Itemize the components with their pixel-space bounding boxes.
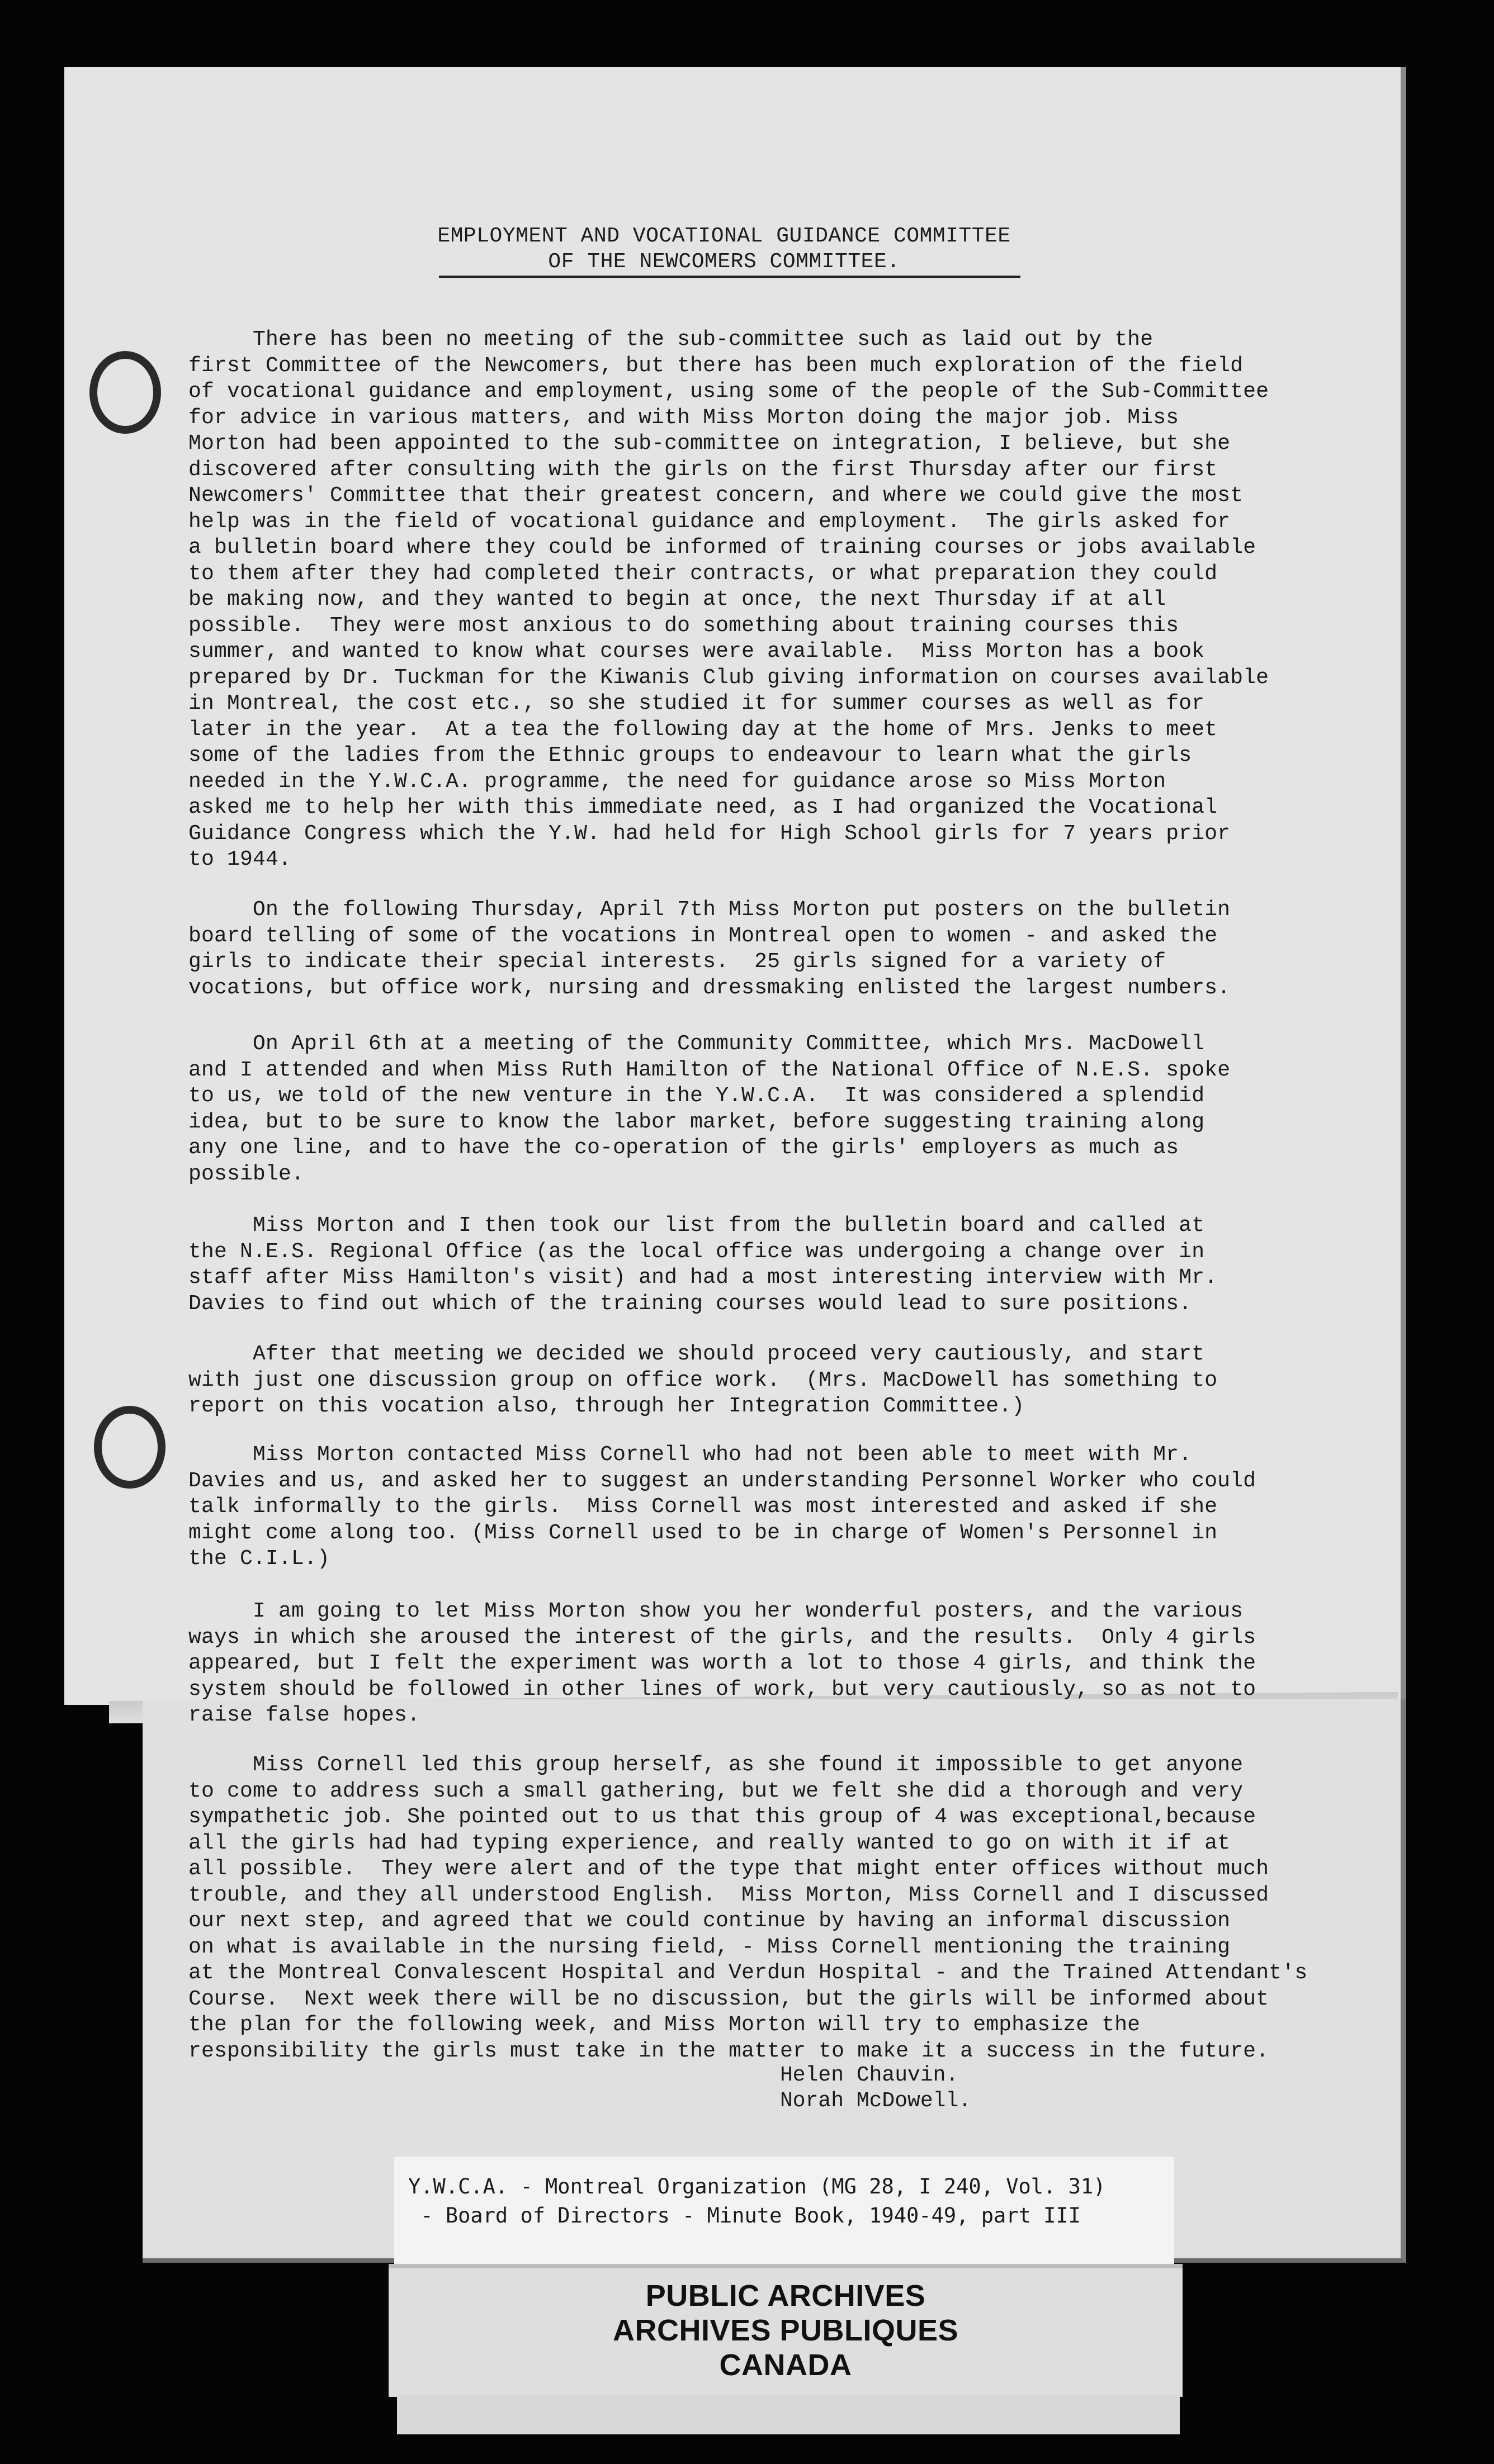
text-line: Davies and us, and asked her to suggest an understanding Personnel Worker who could [188,1468,1256,1493]
text-line: might come along too. (Miss Cornell used to be in charge of Women's Personnel in [188,1520,1218,1545]
text-line: to come to address such a small gathering, but we felt she did a thorough and very [188,1779,1244,1803]
text-line: board telling of some of the vocations in Montreal open to women - and asked the [188,923,1218,948]
text-line: to them after they had completed their contracts, or what preparation they could [188,561,1218,586]
paragraph-5 [188,1342,1217,1420]
text-line: raise false hopes. [188,1703,420,1727]
text-line: ways in which she aroused the interest of the girls, and the results. Only 4 girls [188,1625,1256,1650]
signature-1: Helen Chauvin. [780,2063,959,2087]
text-line: There has been no meeting of the sub-committee such as laid out by the [188,328,1153,352]
text-line: all the girls had had typing experience, and really wanted to go on with it if at [188,1831,1231,1855]
text-line: the N.E.S. Regional Office (as the local office was undergoing a change over in [188,1239,1205,1264]
text-line: On April 6th at a meeting of the Community Committee, which Mrs. MacDowell [188,1032,1205,1056]
title-line-2: OF THE NEWCOMERS COMMITTEE. [548,250,900,274]
text-line: at the Montreal Convalescent Hospital and Verdun Hospital - and the Trained Attendant's [188,1961,1308,1985]
text-line: prepared by Dr. Tuckman for the Kiwanis Club giving information on courses available [188,665,1269,690]
punch-hole-top [89,351,161,434]
signature-2: Norah McDowell. [780,2089,972,2113]
citation-line-2: - Board of Directors - Minute Book, 1940-49, part III [408,2204,1081,2228]
text-line: discovered after consulting with the girls on the first Thursday after our first [188,457,1218,482]
text-line: staff after Miss Hamilton's visit) and had a most interesting interview with Mr. [188,1266,1218,1290]
archive-citation-label [394,2157,1174,2268]
text-line: system should be followed in other lines of work, but very cautiously, so as not to [188,1677,1256,1702]
text-line: first Committee of the Newcomers, but there has been much exploration of the field [188,353,1244,378]
bottom-strip [397,2395,1180,2434]
text-line: the C.I.L.) [188,1547,330,1571]
text-line: with just one discussion group on office work. (Mrs. MacDowell has something to [188,1368,1218,1392]
text-line: Davies to find out which of the training courses would lead to sure positions. [188,1291,1192,1316]
text-line: to us, we told of the new venture in the Y.W.C.A. It was considered a splendid [188,1084,1205,1108]
text-line: vocations, but office work, nursing and dressmaking enlisted the largest numbers. [188,975,1231,1000]
text-line: On the following Thursday, April 7th Miss Morton put posters on the bulletin [188,898,1231,922]
text-line: to 1944. [188,847,292,871]
text-line: Miss Morton contacted Miss Cornell who had not been able to meet with Mr. [188,1443,1192,1467]
stamp-line-2: ARCHIVES PUBLIQUES [612,2314,959,2347]
text-line: all possible. They were alert and of the type that might enter offices without much [188,1857,1269,1881]
text-line: After that meeting we decided we should proceed very cautiously, and start [188,1342,1205,1366]
text-line: needed in the Y.W.C.A. programme, the need for guidance arose so Miss Morton [188,769,1166,794]
text-line: any one line, and to have the co-operation of the girls' employers as much as [188,1136,1179,1160]
text-line: idea, but to be sure to know the labor market, before suggesting training along [188,1110,1205,1134]
text-line: I am going to let Miss Morton show you her wonderful posters, and the various [188,1599,1244,1623]
stamp-line-1: PUBLIC ARCHIVES [645,2279,926,2313]
paragraph-8 [188,1752,1307,2064]
punch-hole-middle [94,1406,166,1489]
text-line: summer, and wanted to know what courses were available. Miss Morton has a book [188,639,1205,664]
text-line: the plan for the following week, and Miss Morton will try to emphasize the [188,2013,1141,2037]
text-line: sympathetic job. She pointed out to us that this group of 4 was exceptional,because [188,1805,1256,1829]
text-line: trouble, and they all understood English. Miss Morton, Miss Cornell and I discussed [188,1883,1269,1907]
text-line: possible. [188,1162,305,1186]
text-line: asked me to help her with this immediate need, as I had organized the Vocational [188,795,1218,819]
stamp-line-3: CANADA [719,2348,852,2382]
text-line: for advice in various matters, and with Miss Morton doing the major job. Miss [188,405,1179,430]
text-line: our next step, and agreed that we could continue by having an informal discussion [188,1909,1231,1933]
text-line: girls to indicate their special interests. 25 girls signed for a variety of [188,950,1166,974]
paragraph-1 [188,327,1269,873]
paragraph-3 [188,1031,1230,1187]
text-line: appeared, but I felt the experiment was worth a lot to those 4 girls, and think the [188,1651,1256,1675]
text-line: Course. Next week there will be no discussion, but the girls will be informed about [188,1987,1269,2011]
text-line: on what is available in the nursing field, - Miss Cornell mentioning the training [188,1935,1231,1959]
text-line: Miss Cornell led this group herself, as she found it impossible to get anyone [188,1753,1244,1777]
text-line: later in the year. At a tea the following day at the home of Mrs. Jenks to meet [188,717,1218,742]
paragraph-6 [188,1442,1256,1572]
text-line: and I attended and when Miss Ruth Hamilton of the National Office of N.E.S. spoke [188,1058,1231,1082]
text-line: of vocational guidance and employment, using some of the people of the Sub-Committee [188,380,1269,404]
text-line: some of the ladies from the Ethnic groups to endeavour to learn what the girls [188,743,1192,767]
paragraph-7 [188,1599,1256,1729]
text-line: possible. They were most anxious to do something about training courses this [188,613,1179,638]
paragraph-2 [188,897,1230,1001]
text-line: Newcomers' Committee that their greatest concern, and where we could give the most [188,484,1244,508]
text-line: Guidance Congress which the Y.W. had held for High School girls for 7 years prior [188,821,1231,846]
title-line-1: EMPLOYMENT AND VOCATIONAL GUIDANCE COMMITTEE [437,224,1011,248]
text-line: be making now, and they wanted to begin at once, the next Thursday if at all [188,587,1166,612]
title-underline [439,276,1020,278]
document-title [425,224,1023,275]
text-line: report on this vocation also, through her Integration Committee.) [188,1394,1025,1418]
text-line: a bulletin board where they could be informed of training courses or jobs available [188,536,1256,560]
text-line: talk informally to the girls. Miss Cornell was most interested and asked if she [188,1495,1218,1519]
archives-stamp [389,2264,1183,2397]
text-line: Miss Morton and I then took our list from the bulletin board and called at [188,1214,1205,1238]
text-line: responsibility the girls must take in the matter to make it a success in the future. [188,2039,1269,2063]
text-line: Morton had been appointed to the sub-committee on integration, I believe, but she [188,432,1231,456]
citation-line-1: Y.W.C.A. - Montreal Organization (MG 28, I 240, Vol. 31) [408,2174,1106,2198]
paragraph-4 [188,1213,1217,1317]
text-line: help was in the field of vocational guidance and employment. The girls asked for [188,509,1231,534]
text-line: in Montreal, the cost etc., so she studied it for summer courses as well as for [188,691,1205,715]
